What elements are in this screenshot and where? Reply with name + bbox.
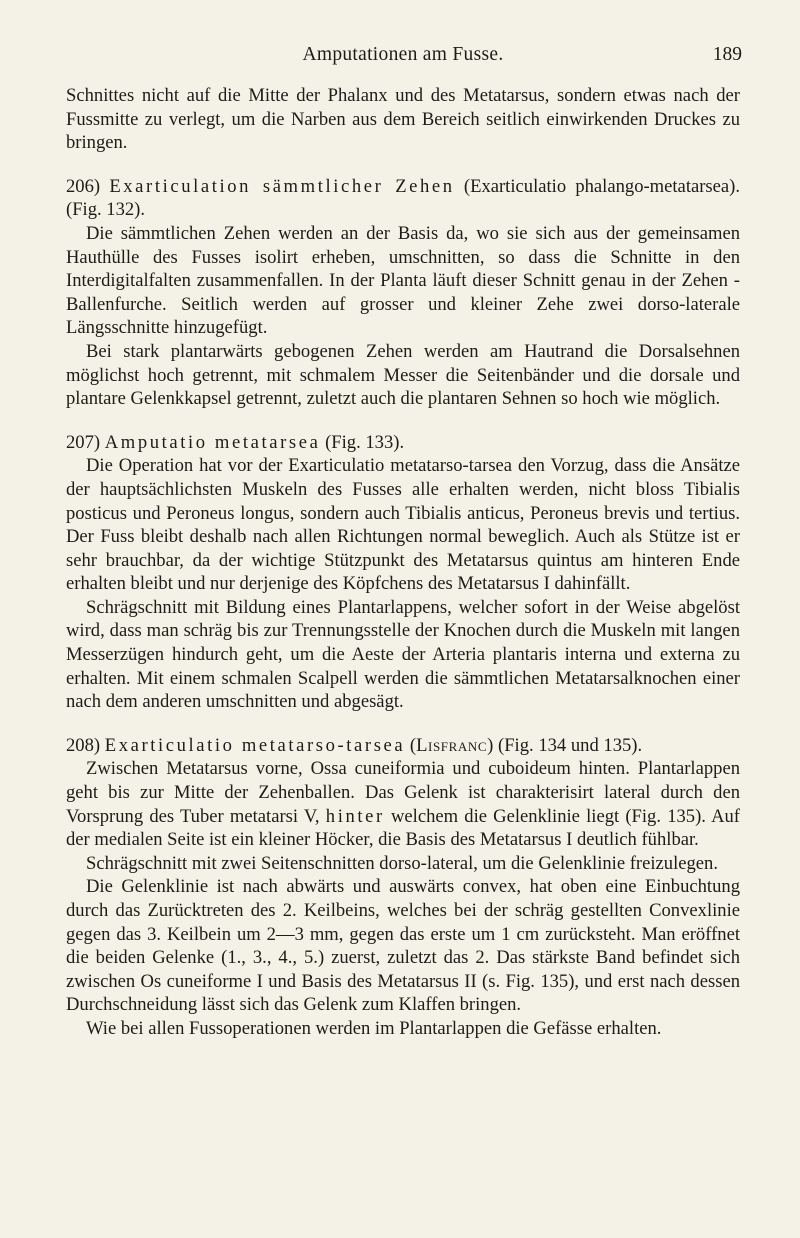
paragraph: Schrägschnitt mit Bildung eines Plantarlappens, welcher sofort in der Weise abgelöst wird, dass man schräg bis zur Trennungsstelle der Knochen durch die Muskeln mit langen Messerzügen hindurch geht, um die Aeste der Arteria plantaris interna und externa zu erhalten. Mit einem schmalen Scalpell werden die sämmtlichen Metatarsalknochen einer nach dem anderen umschnitten und abgesägt. [66, 596, 740, 713]
section-207-heading [66, 431, 740, 455]
paragraph: Wie bei allen Fussoperationen werden im Plantarlappen die Gefässe erhalten. [86, 1017, 662, 1039]
section-number: 208) [66, 734, 101, 756]
paragraph: Die sämmtlichen Zehen werden an der Basis da, wo sie sich aus der gemeinsamen Hauthülle des Fusses isolirt erheben, umschnitten, so dass die Schnitte in den Interdigitalfalten zusammenfallen. In der Planta läuft dieser Schnitt genau in der Zehen - Ballenfurche. Seitlich werden auf grosser und kleiner Zehe zwei dorso-laterale Längsschnitte hinzugefügt. [66, 222, 740, 339]
section-title: Exarticulation sämmtlicher Zehen [109, 175, 455, 197]
emphasized-word: hinter [325, 805, 385, 827]
running-header [66, 44, 740, 84]
author-name: Lisfranc [416, 734, 488, 756]
paragraph: Bei stark plantarwärts gebogenen Zehen werden am Hautrand die Dorsalsehnen möglichst hoch getrennt, mit schmalem Messer die Seitenbänder und die dorsale und plantare Gelenkkapsel getrennt, zuletzt auch die plantaren Sehnen so hoch wie möglich. [66, 340, 740, 410]
paragraph: Schrägschnitt mit zwei Seitenschnitten dorso-lateral, um die Gelenklinie freizulegen. [86, 852, 718, 874]
section-number: 206) [66, 175, 101, 197]
page-number: 189 [712, 44, 742, 65]
paragraph: Die Gelenklinie ist nach abwärts und auswärts convex, hat oben eine Einbuchtung durch das Zurücktreten des 2. Keilbeins, welches bei der schräg gestellten Convexlinie gegen das 3. Keilbein um 2—3 mm, gegen das erste um 1 cm zurücksteht. Man eröffnet die beiden Gelenke (1., 3., 4., 5.) zuerst, zuletzt das 2. Das stärkste Band befindet sich zwischen Os cuneiforme I und Basis des Metatarsus II (s. Fig. 135), und erst nach dessen Durchschneidung lässt sich das Gelenk zum Klaffen bringen. [66, 876, 740, 1016]
section-number: 207) [66, 431, 101, 453]
section-title-suffix: (Exarticulatio phalango-metatarsea). (Fig. 132). [66, 175, 741, 221]
section-title-suffix: (Fig. 133). [320, 431, 405, 453]
paragraph: Zwischen Metatarsus vorne, Ossa cuneiformia und cuboideum hinten. Plantarlappen geht bis zur Mitte der Zehenballen. Das Gelenk ist charakterisirt lateral durch den Vorsprung des Tuber metatarsi V, hinter welchem die Gelenklinie liegt (Fig. 135). Auf der medialen Seite ist ein kleiner Höcker, die Basis des Metatarsus I deutlich fühlbar. [66, 758, 741, 851]
running-title: Amputationen am Fusse. [302, 44, 504, 65]
section-206-heading [66, 175, 740, 222]
paragraph: Die Operation hat vor der Exarticulatio metatarso-tarsea den Vorzug, dass die Ansätze der hauptsächlichsten Muskeln des Fusses alle erhalten werden, nicht bloss Tibialis posticus und Peroneus longus, sondern auch Tibialis anticus, Peroneus brevis und tertius. Der Fuss bleibt deshalb nach allen Richtungen normal beweglich. Auch als Stütze ist er sehr brauchbar, da der wichtige Stützpunkt des Metatarsus quintus am hinteren Ende erhalten bleibt und nur derjenige des Köpfchens des Metatarsus I dahinfällt. [66, 455, 740, 595]
section-208-heading: 208) Exarticulatio metatarso-tarsea (Lisfranc) (Fig. 134 und 135). [66, 734, 643, 756]
paragraph-continued: Schnittes nicht auf die Mitte der Phalanx und des Metatarsus, sondern etwas nach der Fussmitte zu verlegt, um die Narben aus dem Bereich seitlich einwirkenden Druckes zu bringen. [66, 85, 740, 154]
section-title: Exarticulatio metatarso-tarsea [104, 734, 406, 756]
section-title-suffix: (Fig. 134 und 135). [493, 734, 643, 756]
section-title: Amputatio metatarsea [104, 431, 321, 453]
